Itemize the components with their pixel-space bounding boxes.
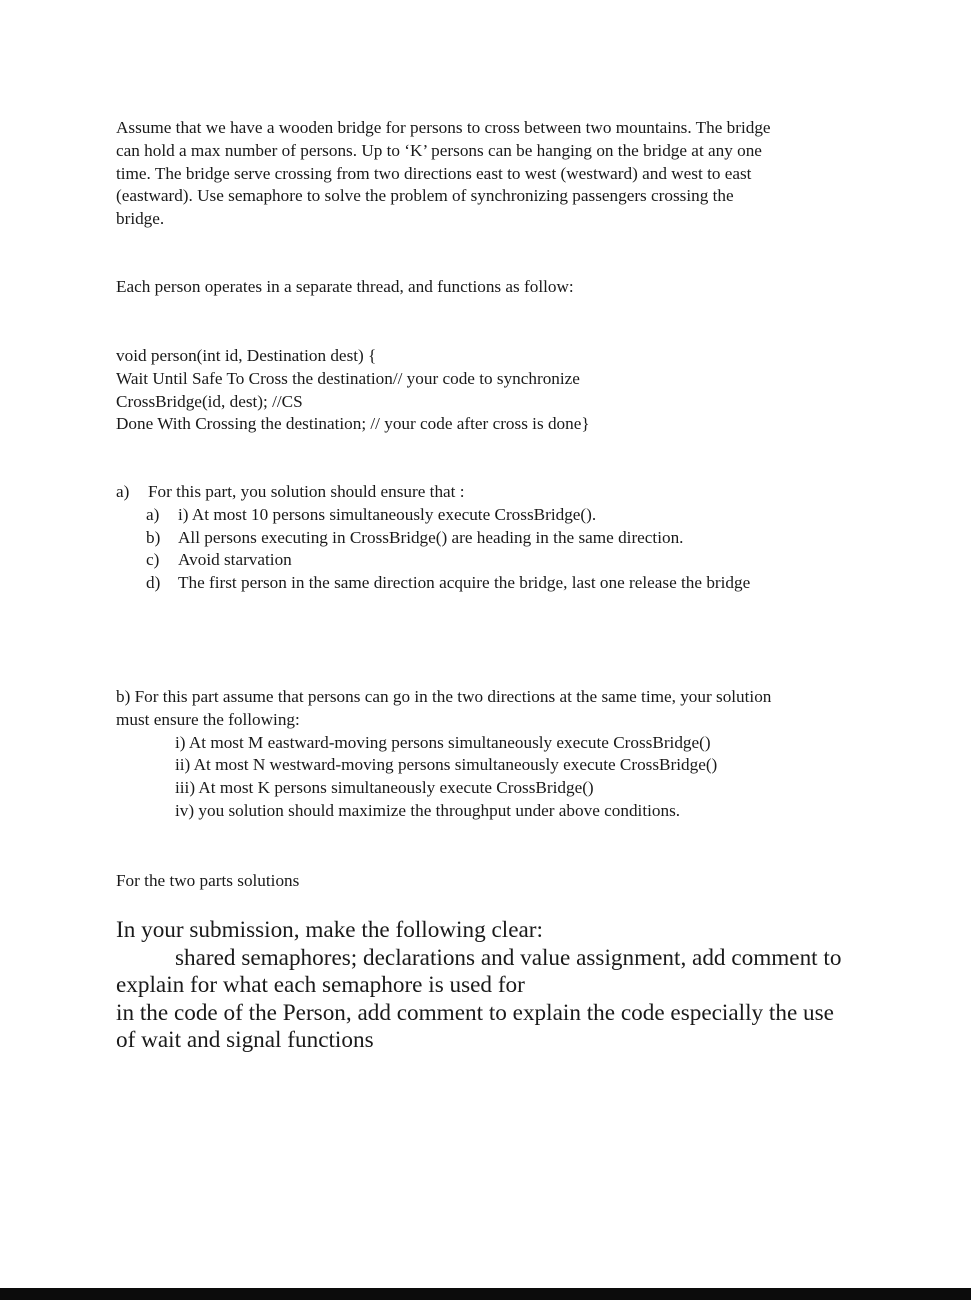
code-line: Done With Crossing the destination; // your code after cross is done} [116,414,590,434]
part-b-intro-line: b) For this part assume that persons can go in the two directions at the same time, your solution [116,687,772,706]
part-a-item-text: All persons executing in CrossBridge() are heading in the same direction. [178,527,684,547]
bottom-black-bar [0,1288,971,1300]
part-a-section [116,481,750,595]
part-b-item: i) At most M eastward-moving persons simultaneously execute CrossBridge() [175,732,711,752]
part-a-text: For this part, you solution should ensure that : [148,482,465,501]
part-b-section [116,686,866,823]
part-a-item-text: The first person in the same direction acquire the bridge, last one release the bridge [178,573,751,593]
intro-line: (eastward). Use semaphore to solve the problem of synchronizing passengers crossing the [116,186,734,206]
submission-line: of wait and signal functions [116,1027,374,1053]
part-a-item-label: b) [146,527,161,547]
submission-instructions [116,917,866,1055]
part-a-item [116,504,750,527]
part-a-label: a) [116,482,130,501]
part-a-item [116,572,750,595]
part-b-intro-line: must ensure the following: [116,709,300,729]
part-a-item-text: Avoid starvation [178,550,292,570]
part-a-item [116,549,750,572]
person-pseudocode [116,345,590,436]
intro-line: bridge. [116,209,165,229]
code-line: Wait Until Safe To Cross the destination// your code to synchronize [116,368,580,388]
part-b-item: ii) At most N westward-moving persons simultaneously execute CrossBridge() [175,755,718,775]
part-a-item-label: c) [146,550,160,570]
two-parts-heading [116,870,299,893]
part-b-item: iv) you solution should maximize the throughput under above conditions. [175,800,681,820]
intro-line: Assume that we have a wooden bridge for persons to cross between two mountains. The bridge [116,118,771,137]
part-a-item-label: a) [146,504,160,524]
thread-description-text: Each person operates in a separate thread, and functions as follow: [116,277,574,296]
code-line: CrossBridge(id, dest); //CS [116,391,303,411]
two-parts-text: For the two parts solutions [116,871,300,890]
intro-line: can hold a max number of persons. Up to ‘K’ persons can be hanging on the bridge at any one [116,140,762,160]
intro-paragraph [116,117,864,231]
part-a-item-text: i) At most 10 persons simultaneously execute CrossBridge(). [178,504,597,524]
thread-description [116,276,574,299]
submission-line: in the code of the Person, add comment to explain the code especially the use [116,999,834,1026]
submission-line: In your submission, make the following clear: [116,917,543,943]
part-a-item-label: d) [146,573,161,593]
intro-line: time. The bridge serve crossing from two directions east to west (westward) and west to east [116,163,752,183]
submission-line: explain for what each semaphore is used for [116,972,525,998]
submission-line: shared semaphores; declarations and value assignment, add comment to [175,944,842,971]
part-b-item: iii) At most K persons simultaneously execute CrossBridge() [175,778,594,798]
code-line: void person(int id, Destination dest) { [116,346,377,365]
part-a-heading [116,481,750,504]
part-a-item [116,527,750,550]
